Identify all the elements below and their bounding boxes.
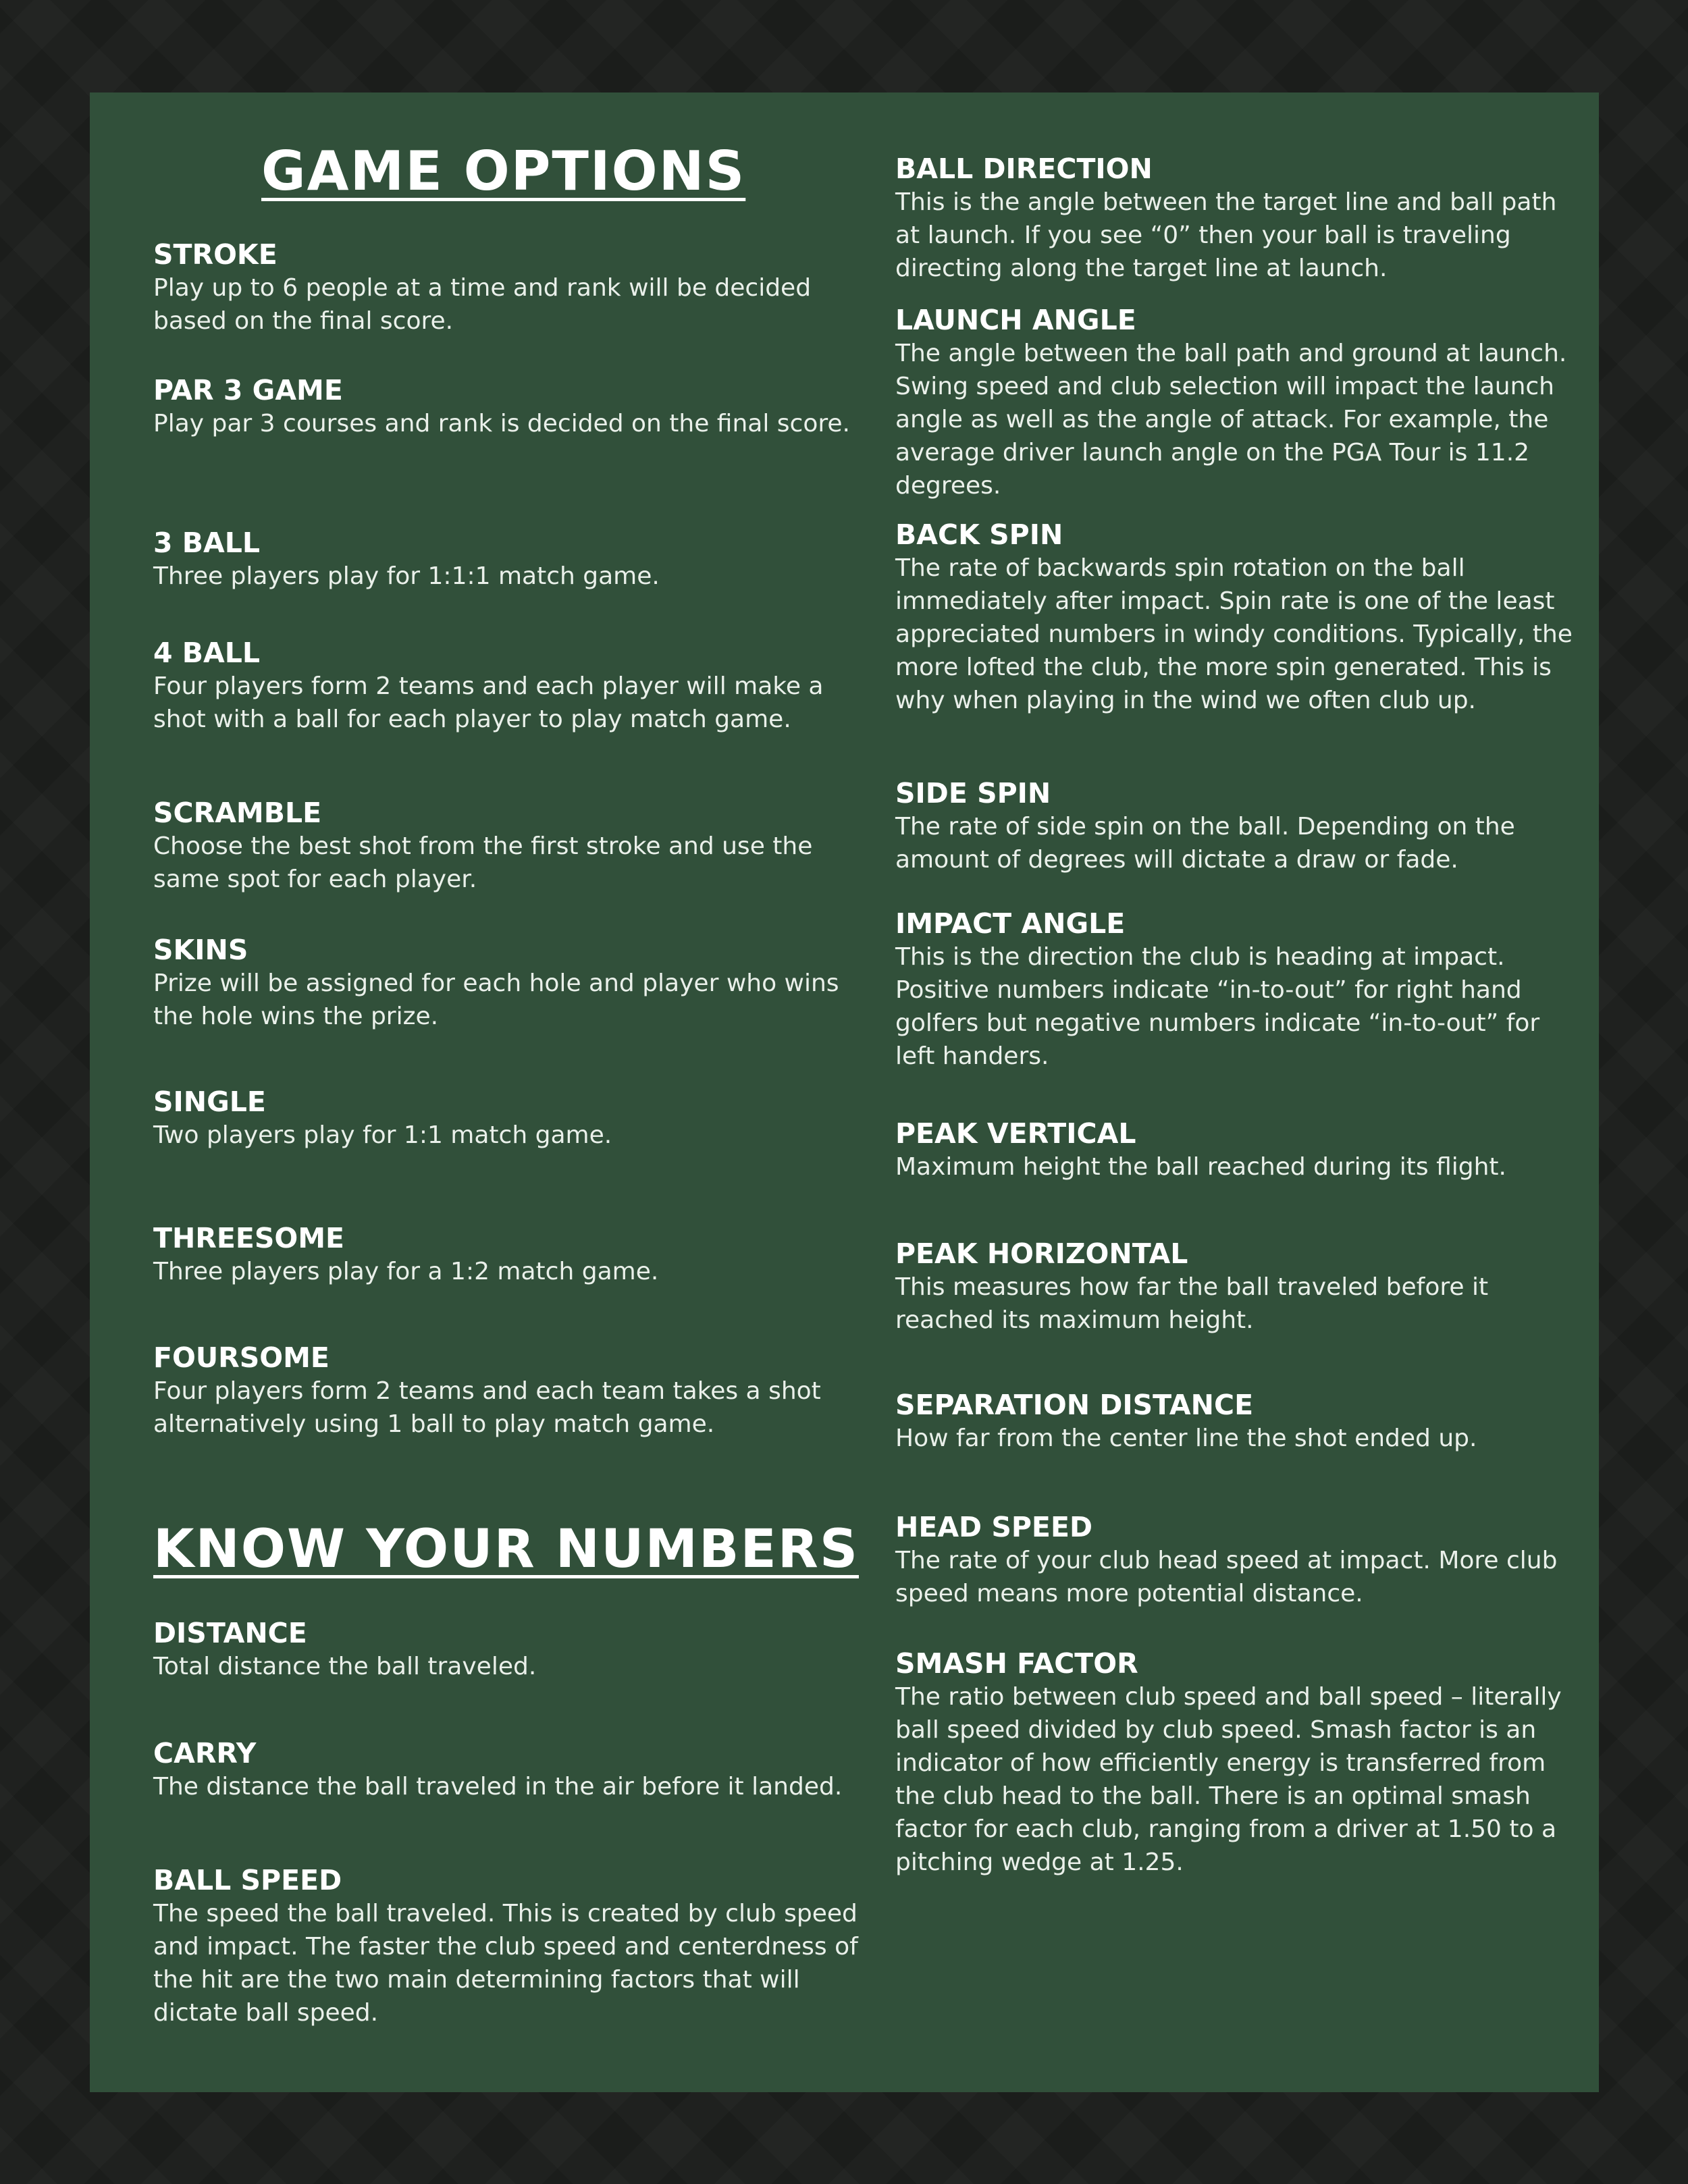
option-description: Two players play for 1:1 match game. [153, 1121, 612, 1149]
game-option-3-ball [153, 526, 869, 593]
metric-heading: SMASH FACTOR [895, 1647, 1138, 1680]
option-heading: SKINS [153, 934, 248, 966]
metric-heading: HEAD SPEED [895, 1511, 1092, 1543]
metric-description: The distance the ball traveled in the air before it landed. [153, 1773, 843, 1801]
option-description: Play par 3 courses and rank is decided on the final score. [153, 410, 850, 437]
metric-heading: BALL DIRECTION [895, 153, 1153, 185]
metric-description: The rate of your club head speed at impact. More club speed means more potential distance. [895, 1547, 1558, 1607]
metric-separation-distance [895, 1388, 1577, 1455]
metric-heading: SEPARATION DISTANCE [895, 1389, 1254, 1421]
metric-description: This is the direction the club is heading at impact. Positive numbers indicate “in-to-out” for right hand golfers but negative numbers indicate “in-to-out” for left handers. [895, 943, 1540, 1070]
metric-description: The rate of side spin on the ball. Depending on the amount of degrees will dictate a draw or fade. [895, 813, 1515, 874]
metric-description: The angle between the ball path and ground at launch. Swing speed and club selection will impact the launch angle as well as the angle of attack. For example, the average driver launch angle on the PGA Tour is 11.2 degrees. [895, 340, 1567, 500]
metric-ball-speed [153, 1863, 869, 2029]
option-heading: SINGLE [153, 1086, 266, 1118]
game-option-single [153, 1085, 869, 1152]
know-your-numbers-title: KNOW YOUR NUMBERS [153, 1519, 859, 1580]
metric-launch-angle [895, 303, 1577, 502]
content-panel [90, 92, 1599, 2092]
metric-description: Maximum height the ball reached during its flight. [895, 1153, 1506, 1181]
metric-impact-angle [895, 907, 1577, 1073]
metric-description: This measures how far the ball traveled before it reached its maximum height. [895, 1273, 1489, 1334]
metric-distance [153, 1616, 869, 1683]
option-description: Play up to 6 people at a time and rank will be decided based on the final score. [153, 274, 812, 335]
metric-heading: PEAK HORIZONTAL [895, 1237, 1188, 1270]
metric-back-spin [895, 518, 1577, 717]
metric-heading: CARRY [153, 1737, 257, 1769]
option-description: Four players form 2 teams and each team takes a shot alternatively using 1 ball to play match game. [153, 1377, 821, 1438]
metric-heading: IMPACT ANGLE [895, 907, 1126, 940]
metric-heading: DISTANCE [153, 1617, 307, 1649]
game-options-title: GAME OPTIONS [261, 140, 746, 203]
option-description: Four players form 2 teams and each player will make a shot with a ball for each player to play match game. [153, 672, 824, 733]
metric-ball-direction [895, 152, 1577, 285]
option-description: Three players play for a 1:2 match game. [153, 1258, 659, 1285]
metric-peak-vertical [895, 1117, 1577, 1183]
game-option-par-3 [153, 373, 869, 440]
metric-description: This is the angle between the target line and ball path at launch. If you see “0” then your ball is traveling directing along the target line at launch. [895, 188, 1557, 282]
metric-description: The rate of backwards spin rotation on the ball immediately after impact. Spin rate is one of the least appreciated numbers in windy conditions. Typically, the more lofted the club, the more spin generated. This is why when playing in the wind we often club up. [895, 554, 1573, 714]
metric-heading: LAUNCH ANGLE [895, 304, 1136, 336]
metric-description: How far from the center line the shot ended up. [895, 1424, 1477, 1452]
metric-heading: SIDE SPIN [895, 777, 1051, 809]
option-description: Choose the best shot from the first stroke and use the same spot for each player. [153, 832, 813, 893]
metric-description: The ratio between club speed and ball speed – literally ball speed divided by club speed. Smash factor is an indicator of how efficiently energy is transferred from the club head to the ball. There is an optimal smash factor for each club, ranging from a driver at 1.50 to a pitching wedge at 1.25. [895, 1683, 1562, 1876]
metric-smash-factor [895, 1647, 1577, 1879]
option-heading: 3 BALL [153, 527, 261, 559]
option-heading: 4 BALL [153, 637, 261, 669]
game-option-4-ball [153, 636, 869, 736]
metric-heading: BALL SPEED [153, 1864, 342, 1896]
game-option-scramble [153, 796, 869, 896]
metric-carry [153, 1736, 869, 1803]
game-option-skins [153, 933, 869, 1033]
option-heading: STROKE [153, 238, 278, 271]
metric-heading: PEAK VERTICAL [895, 1117, 1136, 1150]
metric-side-spin [895, 776, 1577, 876]
option-description: Three players play for 1:1:1 match game. [153, 562, 660, 590]
metric-description: The speed the ball traveled. This is created by club speed and impact. The faster the club speed and centerdness of the hit are the two main determining factors that will dictate ball speed. [153, 1900, 858, 2027]
option-heading: THREESOME [153, 1222, 345, 1254]
metric-description: Total distance the ball traveled. [153, 1653, 537, 1680]
game-option-stroke [153, 238, 869, 338]
metric-heading: BACK SPIN [895, 518, 1063, 551]
metric-peak-horizontal [895, 1237, 1577, 1337]
option-heading: FOURSOME [153, 1341, 329, 1374]
option-heading: SCRAMBLE [153, 797, 322, 829]
metric-head-speed [895, 1510, 1577, 1610]
option-heading: PAR 3 GAME [153, 374, 343, 406]
game-option-threesome [153, 1221, 869, 1288]
option-description: Prize will be assigned for each hole and player who wins the hole wins the prize. [153, 969, 839, 1030]
game-option-foursome [153, 1341, 869, 1441]
